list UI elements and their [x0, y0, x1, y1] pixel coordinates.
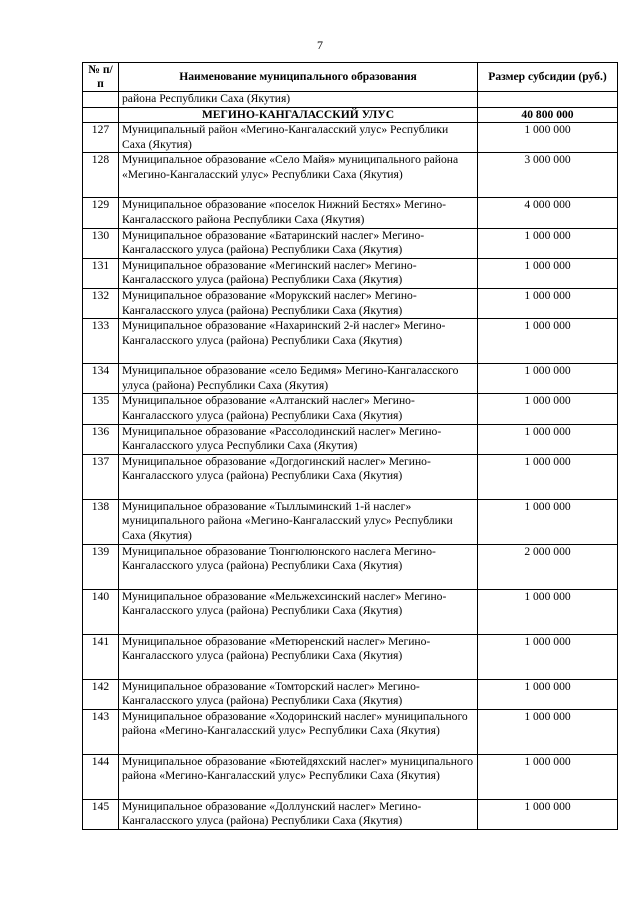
table-row — [83, 544, 618, 589]
row-number: 145 — [83, 799, 119, 829]
table-row — [83, 364, 618, 394]
table-row — [83, 799, 618, 829]
row-number: 138 — [83, 499, 119, 544]
section-name: МЕГИНО-КАНГАЛАССКИЙ УЛУС — [119, 107, 478, 123]
row-amount: 1 000 000 — [478, 424, 618, 454]
row-amount: 1 000 000 — [478, 319, 618, 364]
row-name: Муниципальное образование «Метюренский наслег» Мегино-Кангаласского улуса (района) Республики Саха (Якутия) — [119, 634, 478, 679]
row-amount: 1 000 000 — [478, 754, 618, 799]
row-number: 137 — [83, 454, 119, 499]
row-amount: 1 000 000 — [478, 499, 618, 544]
row-amount: 1 000 000 — [478, 228, 618, 258]
row-number: 140 — [83, 589, 119, 634]
continuation-amount — [478, 92, 618, 108]
row-number: 141 — [83, 634, 119, 679]
row-amount: 2 000 000 — [478, 544, 618, 589]
row-amount: 1 000 000 — [478, 634, 618, 679]
page-number: 7 — [317, 38, 323, 52]
row-amount: 1 000 000 — [478, 364, 618, 394]
row-amount: 1 000 000 — [478, 394, 618, 424]
row-number: 144 — [83, 754, 119, 799]
row-name: Муниципальное образование «Догдогинский наслег» Мегино-Кангаласского улуса (района) Республики Саха (Якутия) — [119, 454, 478, 499]
table-row — [83, 589, 618, 634]
subsidy-table — [82, 62, 618, 830]
table-row — [83, 123, 618, 153]
continuation-text: района Республики Саха (Якутия) — [119, 92, 478, 108]
continuation-num — [83, 92, 119, 108]
row-name: Муниципальное образование «Ходоринский наслег» муниципального района «Мегино-Кангаласский улус» Республики Саха (Якутия) — [119, 709, 478, 754]
row-number: 136 — [83, 424, 119, 454]
row-number: 135 — [83, 394, 119, 424]
row-amount: 1 000 000 — [478, 258, 618, 288]
row-number: 130 — [83, 228, 119, 258]
row-number: 134 — [83, 364, 119, 394]
row-name: Муниципальное образование «Мегинский наслег» Мегино-Кангаласского улуса (района) Республики Саха (Якутия) — [119, 258, 478, 288]
header-amount: Размер субсидии (руб.) — [478, 63, 618, 92]
row-name: Муниципальное образование «Бютейдяхский наслег» муниципального района «Мегино-Кангаласский улус» Республики Саха (Якутия) — [119, 754, 478, 799]
row-name: Муниципальное образование «Нахаринский 2-й наслег» Мегино-Кангаласского улуса (района) Республики Саха (Якутия) — [119, 319, 478, 364]
section-num — [83, 107, 119, 123]
table-row — [83, 394, 618, 424]
table-row — [83, 634, 618, 679]
section-amount: 40 800 000 — [478, 107, 618, 123]
row-amount: 1 000 000 — [478, 679, 618, 709]
row-name: Муниципальное образование «Тыллыминский 1-й наслег» муниципального района «Мегино-Кангаласский улус» Республики Саха (Якутия) — [119, 499, 478, 544]
table-row — [83, 454, 618, 499]
header-num: № п/п — [83, 63, 119, 92]
table-row — [83, 258, 618, 288]
row-name: Муниципальное образование «поселок Нижний Бестях» Мегино-Кангаласского района Республики Саха (Якутия) — [119, 198, 478, 228]
table-row — [83, 679, 618, 709]
row-name: Муниципальное образование «Доллунский наслег» Мегино-Кангаласского улуса (района) Республики Саха (Якутия) — [119, 799, 478, 829]
table-row — [83, 709, 618, 754]
row-name: Муниципальное образование «Морукский наслег» Мегино-Кангаласского улуса (района) Республики Саха (Якутия) — [119, 288, 478, 318]
row-name: Муниципальное образование «Алтанский наслег» Мегино-Кангаласского улуса (района) Республики Саха (Якутия) — [119, 394, 478, 424]
section-row — [83, 107, 618, 123]
row-amount: 1 000 000 — [478, 123, 618, 153]
row-name: Муниципальный район «Мегино-Кангаласский улус» Республики Саха (Якутия) — [119, 123, 478, 153]
row-number: 132 — [83, 288, 119, 318]
row-amount: 4 000 000 — [478, 198, 618, 228]
row-number: 142 — [83, 679, 119, 709]
row-number: 131 — [83, 258, 119, 288]
table-row — [83, 319, 618, 364]
row-amount: 1 000 000 — [478, 454, 618, 499]
row-amount: 1 000 000 — [478, 288, 618, 318]
table-row — [83, 499, 618, 544]
table-row — [83, 424, 618, 454]
row-name: Муниципальное образование Тюнгюлюнского наслега Мегино-Кангаласского улуса (района) Республики Саха (Якутия) — [119, 544, 478, 589]
row-number: 127 — [83, 123, 119, 153]
rows-body — [83, 123, 618, 830]
row-amount: 3 000 000 — [478, 153, 618, 198]
row-name: Муниципальное образование «Рассолодинский наслег» Мегино-Кангаласского улуса Республики Саха (Якутия) — [119, 424, 478, 454]
row-name: Муниципальное образование «Томторский наслег» Мегино-Кангаласского улуса (района) Республики Саха (Якутия) — [119, 679, 478, 709]
row-number: 143 — [83, 709, 119, 754]
table-row — [83, 228, 618, 258]
table-header-row — [83, 63, 618, 92]
table-row — [83, 288, 618, 318]
row-amount: 1 000 000 — [478, 709, 618, 754]
table-row — [83, 153, 618, 198]
row-amount: 1 000 000 — [478, 589, 618, 634]
row-name: Муниципальное образование «Мельжехсинский наслег» Мегино-Кангаласского улуса (района) Республики Саха (Якутия) — [119, 589, 478, 634]
row-number: 133 — [83, 319, 119, 364]
table-row — [83, 754, 618, 799]
continuation-row — [83, 92, 618, 108]
row-number: 129 — [83, 198, 119, 228]
row-number: 139 — [83, 544, 119, 589]
row-name: Муниципальное образование «Батаринский наслег» Мегино-Кангаласского улуса (района) Республики Саха (Якутия) — [119, 228, 478, 258]
header-name: Наименование муниципального образования — [119, 63, 478, 92]
row-name: Муниципальное образование «Село Майя» муниципального района «Мегино-Кангаласский улус» Республики Саха (Якутия) — [119, 153, 478, 198]
row-name: Муниципальное образование «село Бедимя» Мегино-Кангаласского улуса (района) Республики Саха (Якутия) — [119, 364, 478, 394]
row-amount: 1 000 000 — [478, 799, 618, 829]
table-row — [83, 198, 618, 228]
row-number: 128 — [83, 153, 119, 198]
